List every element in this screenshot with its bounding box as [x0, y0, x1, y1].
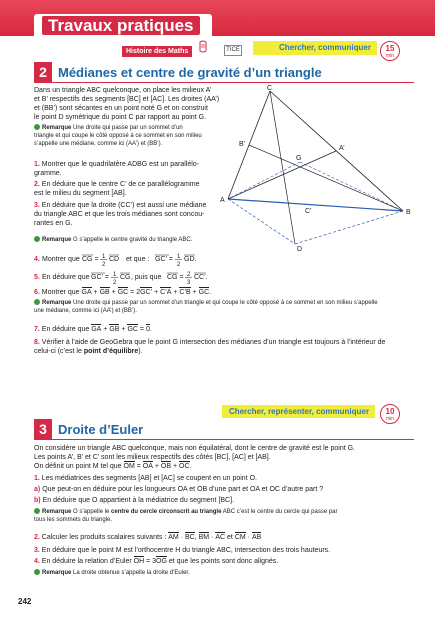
- segment-gb: [300, 162, 403, 211]
- question-text: En déduire que la droite (CC’) est aussi une médiane: [41, 202, 207, 209]
- remark-text: Une droite qui passe par un sommet d’un: [73, 125, 183, 131]
- section-3-heading: [34, 419, 143, 439]
- question-text: et que les points sont donc alignés.: [168, 558, 279, 565]
- remark-text: s’appelle une médiane, comme ici (AA’) et (BB’).: [34, 141, 163, 147]
- median-bb1: [249, 145, 403, 211]
- point-label-a1: A’: [339, 145, 345, 152]
- remark-cercle-circonscrit: [34, 508, 416, 524]
- segment-ga: [228, 162, 300, 199]
- question-number: 4.: [34, 256, 40, 263]
- intro-line: le point D symétrique du point C par rapport au point G.: [34, 114, 206, 121]
- svg-text:1: 1: [177, 254, 181, 260]
- remark-bullet-icon: [34, 299, 40, 305]
- section-3-intro: On considère un triangle ABC quelconque, mais non équilatéral, dont le centre de gravité est le point G. Les points A’, B’ et C’ sont les milieux respectifs des côtés [BC], [AC] et [AB]. On définit un point M tel que OM = OA + OB + OC.: [34, 444, 416, 471]
- question-number: 2.: [34, 181, 40, 188]
- question-text: , puis que: [131, 274, 162, 281]
- question-number: 1.: [34, 161, 40, 168]
- section-title: Médianes et centre de gravité d’un triangle: [58, 64, 322, 80]
- remark-label: Remarque: [42, 300, 72, 306]
- remark-median: [34, 124, 224, 148]
- triangle-figure: [220, 84, 420, 254]
- question-bold-text: point d’équilibre: [83, 348, 139, 355]
- question-text: rantes en G.: [34, 220, 73, 227]
- remark-bold-text: centre du cercle circonscrit au triangle: [111, 509, 222, 515]
- section-number: 2: [34, 62, 52, 82]
- median-cd: [270, 91, 295, 244]
- timer-badge-section3: [380, 404, 400, 424]
- section-title: Droite d’Euler: [58, 421, 144, 437]
- skills-badge-section2: Chercher, communiquer: [253, 41, 377, 55]
- question-text: En déduire que le point M est l’orthocentre H du triangle ABC, intersection des trois hauteurs.: [41, 547, 331, 554]
- question-2-7: 7. En déduire que GA + GB + GC = 0.: [34, 326, 152, 333]
- remark-bullet-icon: [34, 236, 40, 242]
- svg-text:CG =: CG =: [167, 274, 184, 281]
- question-text: du triangle ABC et que les trois médianes sont concou-: [34, 211, 205, 218]
- question-2-2: [34, 180, 224, 198]
- question-3-2: 2. Calculer les produits scalaires suivants : AM · BC, BM · AC et CM · AB: [34, 534, 262, 541]
- remark-centre-gravite: [34, 236, 224, 244]
- question-2-4: [34, 249, 234, 269]
- svg-text:CG =: CG =: [82, 256, 99, 263]
- section-number: 3: [34, 419, 52, 439]
- side-ab: [228, 199, 403, 211]
- question-2-3: [34, 201, 224, 228]
- section-2-heading: [34, 62, 322, 82]
- intro-line: On définit un point M tel que: [34, 463, 122, 470]
- question-number: 4.: [34, 558, 40, 565]
- question-3-1b: [34, 496, 416, 505]
- question-text: En déduire que: [41, 326, 90, 333]
- remark-text: O s’appelle le: [73, 509, 110, 515]
- question-2-4-formula: [34, 249, 234, 269]
- question-text: En déduire que O appartient à la médiatrice du segment [BC].: [42, 497, 235, 504]
- remark-label: Remarque: [42, 125, 72, 131]
- question-2-1: [34, 160, 224, 178]
- question-3-3: [34, 546, 416, 555]
- question-number: 5.: [34, 274, 40, 281]
- point-label-c1: C’: [305, 208, 312, 215]
- question-2-8: [34, 338, 416, 356]
- question-text: Calculer les produits scalaires suivants :: [41, 534, 167, 541]
- svg-text:CG: CG: [120, 274, 131, 281]
- question-text: En déduire que le centre C’ de ce parallélogramme: [41, 181, 200, 188]
- histoire-des-maths-badge: Histoire des Maths: [122, 46, 192, 57]
- remark-bullet-icon: [34, 508, 40, 514]
- remark-text: G s’appelle le centre gravité du triangle ABC.: [73, 237, 193, 243]
- svg-text:2: 2: [177, 262, 181, 268]
- svg-text:CC’.: CC’.: [194, 274, 208, 281]
- question-2-6: 6. Montrer que GA + GB + GC = 2GC’ + C’A + C’B + GC.: [34, 289, 212, 296]
- remark-bullet-icon: [34, 124, 40, 130]
- side-bc: [270, 91, 403, 211]
- remark-text: une médiane, comme ici (AA’) et (BB’).: [34, 308, 137, 314]
- question-2-5-formula: [34, 267, 234, 287]
- svg-text:CD: CD: [109, 256, 120, 263]
- question-text: Montrer que: [41, 289, 80, 296]
- question-number: 6.: [34, 289, 40, 296]
- question-text: En déduire la relation d’Euler: [41, 558, 132, 565]
- svg-text:2: 2: [113, 280, 117, 286]
- question-2-5: [34, 267, 234, 287]
- scroll-icon: [197, 40, 209, 54]
- remark-text: Une droite qui passe par un sommet d’un triangle et qui coupe le côté opposé à ce sommet en son milieu s’appelle: [73, 300, 378, 306]
- question-3-4: 4. En déduire la relation d’Euler OH = 3OG et que les points sont donc alignés.: [34, 558, 279, 565]
- svg-text:1: 1: [102, 254, 106, 260]
- remark-label: Remarque: [42, 237, 72, 243]
- question-number: 7.: [34, 326, 40, 333]
- svg-text:2: 2: [102, 262, 106, 268]
- segment-ad: [228, 199, 295, 244]
- remark-median-2: [34, 299, 414, 315]
- question-text: ).: [138, 348, 143, 355]
- section-rule: [34, 439, 414, 440]
- question-text: et que :: [126, 256, 150, 263]
- question-3-1a: [34, 485, 416, 494]
- question-number: 2.: [34, 534, 40, 541]
- remark-text: triangle et qui coupe le côté opposé à ce sommet en son milieu: [34, 133, 202, 139]
- page-header-title: Travaux pratiques: [34, 14, 212, 36]
- remark-text: ABC c’est le centre du cercle qui passe par: [222, 509, 338, 515]
- svg-text:GC’ =: GC’ =: [91, 274, 109, 281]
- timer-unit: min: [385, 416, 395, 422]
- remark-bullet-icon: [34, 569, 40, 575]
- question-number: 1.: [34, 475, 40, 482]
- question-number: a): [34, 486, 41, 493]
- remark-label: Remarque: [42, 509, 72, 515]
- question-text: est le milieu du segment [AB].: [34, 190, 127, 197]
- tice-badge: TICE: [224, 45, 242, 56]
- point-label-c: C: [267, 85, 273, 92]
- question-text: celui-ci (c’est le: [34, 348, 82, 355]
- question-number: 3.: [34, 547, 40, 554]
- timer-value: 15: [385, 44, 395, 53]
- point-label-g: G: [296, 155, 302, 162]
- remark-label: Remarque: [42, 570, 72, 576]
- question-text: Les médiatrices des segments [AB] et [AC] se coupent en un point O.: [41, 475, 257, 482]
- point-label-a: A: [220, 197, 225, 204]
- question-text: gramme.: [34, 170, 62, 177]
- question-text: Que peut-on en déduire pour les longueurs OA et OB d’une part et OA et OC d’autre part ?: [42, 486, 324, 493]
- svg-text:1: 1: [113, 272, 117, 278]
- point-label-b1: B’: [239, 141, 246, 148]
- intro-line: Dans un triangle ABC quelconque, on place les milieux A’: [34, 87, 212, 94]
- intro-line: Les points A’, B’ et C’ sont les milieux respectifs des côtés [BC], [AC] et [AB].: [34, 454, 271, 461]
- timer-value: 10: [385, 407, 395, 416]
- remark-droite-euler: [34, 569, 416, 577]
- intro-line: et B’ respectifs des segments [BC] et [AC]. Les droites (AA’): [34, 96, 220, 103]
- section-rule: [34, 82, 414, 83]
- intro-line: On considère un triangle ABC quelconque, mais non équilatéral, dont le centre de gravité est le point G.: [34, 445, 356, 452]
- section-2-intro: [34, 86, 220, 122]
- segment-bd: [295, 211, 403, 244]
- question-text: Montrer que: [42, 256, 80, 263]
- point-label-d: D: [297, 246, 303, 253]
- intro-line: et (BB’) sont sécantes en un point noté G et on construit: [34, 105, 208, 112]
- question-3-1: [34, 474, 416, 483]
- question-number: 3.: [34, 202, 40, 209]
- question-text: Vérifier à l’aide de GeoGebra que le point G intersection des médianes d’un triangle est toujours à l’intérieur de: [41, 339, 386, 346]
- question-text: Montrer que le quadrilatère ADBG est un parallélo-: [41, 161, 199, 168]
- timer-badge-section2: [380, 41, 400, 61]
- question-text: En déduire que: [42, 274, 90, 281]
- question-number: 8.: [34, 339, 40, 346]
- point-label-b: B: [406, 209, 411, 216]
- timer-unit: min: [385, 53, 395, 59]
- question-number: b): [34, 497, 41, 504]
- skills-badge-section3: Chercher, représenter, communiquer: [222, 405, 375, 418]
- page-number: 242: [18, 597, 32, 606]
- remark-text: La droite obtenue s’appelle la droite d’Euler.: [73, 570, 190, 576]
- svg-text:3: 3: [187, 280, 191, 286]
- svg-text:2: 2: [187, 272, 191, 278]
- svg-text:GD.: GD.: [184, 256, 197, 263]
- svg-text:GC’ =: GC’ =: [155, 256, 173, 263]
- remark-text: tous les sommets du triangle.: [34, 517, 113, 523]
